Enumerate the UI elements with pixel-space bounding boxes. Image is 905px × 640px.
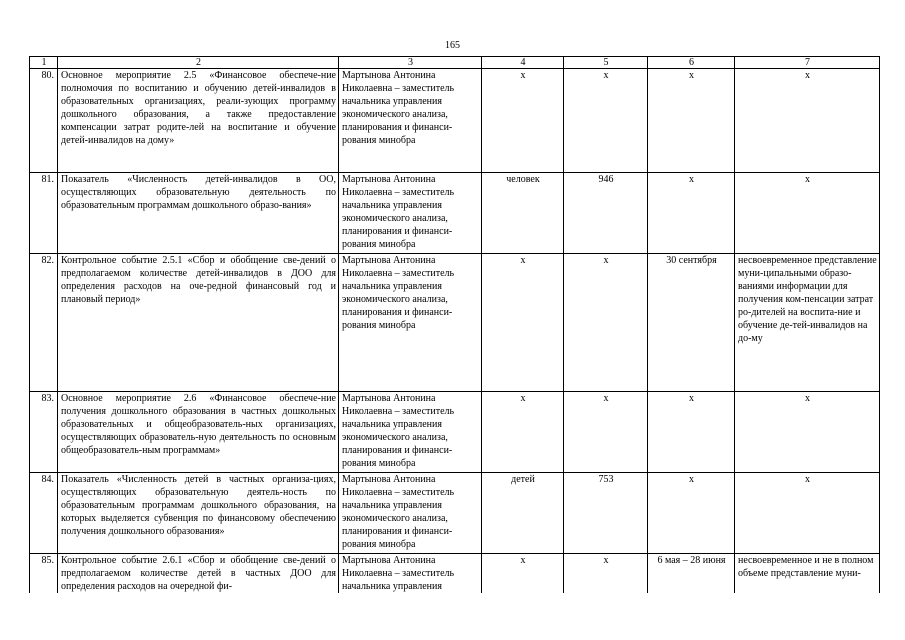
row-description: Показатель «Численность детей в частных организа-циях, осуществляющих образовательную деятель-ность по образовательным программам дошкольного образования, на которых выделяется субвенция по финансовому обеспечению получения дошкольного образования» xyxy=(58,473,339,554)
row-number: 82. xyxy=(30,254,58,392)
row-note: x xyxy=(735,473,880,554)
row-value: x xyxy=(564,254,648,392)
row-unit: человек xyxy=(482,173,564,254)
row-unit: детей xyxy=(482,473,564,554)
row-responsible: Мартынова Антонина Николаевна – заместитель начальника управления экономического анализа, планирования и финанси-рования минобра xyxy=(339,173,482,254)
row-number: 85. xyxy=(30,554,58,594)
row-responsible: Мартынова Антонина Николаевна – заместитель начальника управления экономического анализа, планирования и финанси-рования минобра xyxy=(339,473,482,554)
row-number: 80. xyxy=(30,69,58,173)
row-unit: x xyxy=(482,554,564,594)
row-value: 753 xyxy=(564,473,648,554)
row-note: x xyxy=(735,69,880,173)
row-responsible: Мартынова Антонина Николаевна – заместитель начальника управления экономического анализа, планирования и финанси-рования минобра xyxy=(339,69,482,173)
row-number: 83. xyxy=(30,392,58,473)
row-value: x xyxy=(564,392,648,473)
table-row xyxy=(30,473,880,554)
column-header: 5 xyxy=(564,57,648,69)
column-header: 7 xyxy=(735,57,880,69)
column-header: 3 xyxy=(339,57,482,69)
page-number: 165 xyxy=(445,40,460,51)
row-date: 6 мая – 28 июня xyxy=(648,554,735,594)
row-value: x xyxy=(564,554,648,594)
row-responsible: Мартынова Антонина Николаевна – заместитель начальника управления экономического анализа, планирования и финанси-рования минобра xyxy=(339,392,482,473)
row-description: Показатель «Численность детей-инвалидов в ОО, осуществляющих образовательную деятельность по образовательным программам дошкольного образо-вания» xyxy=(58,173,339,254)
row-note: несвоевременное и не в полном объеме представление муни- xyxy=(735,554,880,594)
column-header: 2 xyxy=(58,57,339,69)
row-date: x xyxy=(648,69,735,173)
row-unit: x xyxy=(482,69,564,173)
row-unit: x xyxy=(482,392,564,473)
row-number: 84. xyxy=(30,473,58,554)
table-row xyxy=(30,173,880,254)
row-note: несвоевременное представление муни-ципальными образо-ваниями информации для получения ком-пенсации затрат ро-дителей на воспита-ние и обучение де-тей-инвалидов на до-му xyxy=(735,254,880,392)
row-date: 30 сентября xyxy=(648,254,735,392)
row-value: x xyxy=(564,69,648,173)
row-date: x xyxy=(648,392,735,473)
row-description: Основное мероприятие 2.6 «Финансовое обеспече-ние получения дошкольного образования в частных дошкольных образовательных и общеобразователь-ных организациях, осуществляющих образователь-ную деятельность по основным общеобразователь-ным программам» xyxy=(58,392,339,473)
activities-table xyxy=(29,56,880,593)
row-note: x xyxy=(735,173,880,254)
row-value: 946 xyxy=(564,173,648,254)
row-description: Основное мероприятие 2.5 «Финансовое обеспече-ние полномочия по воспитанию и обучению детей-инвалидов в образовательных организациях, реали-зующих программу дошкольного образования, а также предоставление компенсации затрат родите-лей на воспитание и обучение детей-инвалидов на дому» xyxy=(58,69,339,173)
row-note: x xyxy=(735,392,880,473)
table-row xyxy=(30,392,880,473)
column-header: 6 xyxy=(648,57,735,69)
table-row xyxy=(30,254,880,392)
column-header: 1 xyxy=(30,57,58,69)
table-row xyxy=(30,69,880,173)
row-description: Контрольное событие 2.6.1 «Сбор и обобщение све-дений о предполагаемом количестве детей в частных ДОО для определения расходов на очередной фи- xyxy=(58,554,339,594)
column-header: 4 xyxy=(482,57,564,69)
row-date: x xyxy=(648,473,735,554)
row-description: Контрольное событие 2.5.1 «Сбор и обобщение све-дений о предполагаемом количестве детей-инвалидов в ДОО для определения расходов на оче-редной финансовый год и плановый период» xyxy=(58,254,339,392)
row-date: x xyxy=(648,173,735,254)
row-number: 81. xyxy=(30,173,58,254)
row-responsible: Мартынова Антонина Николаевна – заместитель начальника управления xyxy=(339,554,482,594)
row-responsible: Мартынова Антонина Николаевна – заместитель начальника управления экономического анализа, планирования и финанси-рования минобра xyxy=(339,254,482,392)
row-unit: x xyxy=(482,254,564,392)
table-row xyxy=(30,554,880,594)
header-row xyxy=(30,57,880,69)
